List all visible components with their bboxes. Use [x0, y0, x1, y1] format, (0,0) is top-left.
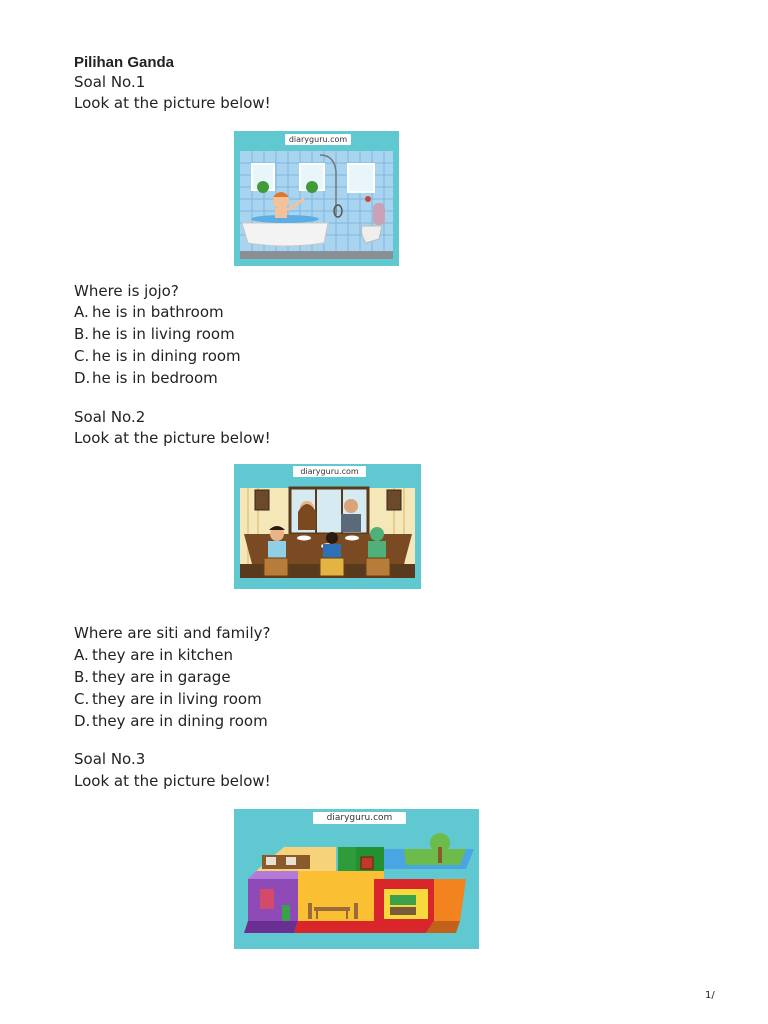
option-text: they are in living room — [92, 690, 262, 708]
option-text: he is in bedroom — [92, 369, 218, 387]
option-text: he is in dining room — [92, 347, 241, 365]
question-2-option-d — [74, 711, 268, 731]
question-2-label: Soal No.2 — [74, 408, 146, 426]
option-letter: D. — [74, 369, 91, 387]
option-text: he is in living room — [92, 325, 235, 343]
question-2-text: Where are siti and family? — [74, 624, 271, 642]
house-illustration — [234, 809, 479, 949]
dining-room-picture — [234, 464, 421, 589]
question-3-instruction: Look at the picture below! — [74, 772, 271, 790]
question-1-option-d — [74, 368, 218, 388]
house-picture — [234, 809, 479, 949]
option-text: he is in bathroom — [92, 303, 224, 321]
question-1-option-c — [74, 346, 241, 366]
option-text: they are in garage — [92, 668, 231, 686]
option-letter: B. — [74, 325, 90, 343]
dining-room-illustration — [234, 464, 421, 589]
question-1-option-a — [74, 302, 224, 322]
page-number: 1/ — [705, 990, 715, 1001]
option-letter: C. — [74, 347, 90, 365]
watermark: diaryguru.com — [285, 134, 351, 145]
question-1-label: Soal No.1 — [74, 73, 146, 91]
question-1-instruction: Look at the picture below! — [74, 94, 271, 112]
option-letter: A. — [74, 303, 89, 321]
option-text: they are in kitchen — [92, 646, 233, 664]
question-1-text: Where is jojo? — [74, 282, 179, 300]
section-title: Pilihan Ganda — [74, 54, 175, 71]
option-letter: D. — [74, 712, 91, 730]
question-2-option-b — [74, 667, 231, 687]
option-letter: B. — [74, 668, 90, 686]
watermark: diaryguru.com — [313, 812, 406, 824]
question-1-option-b — [74, 324, 235, 344]
question-3-label: Soal No.3 — [74, 750, 146, 768]
question-2-option-c — [74, 689, 262, 709]
option-letter: A. — [74, 646, 89, 664]
question-2-option-a — [74, 645, 233, 665]
watermark: diaryguru.com — [293, 466, 366, 477]
question-2-instruction: Look at the picture below! — [74, 429, 271, 447]
bathroom-illustration — [234, 131, 399, 266]
bathroom-picture — [234, 131, 399, 266]
option-letter: C. — [74, 690, 90, 708]
option-text: they are in dining room — [92, 712, 268, 730]
